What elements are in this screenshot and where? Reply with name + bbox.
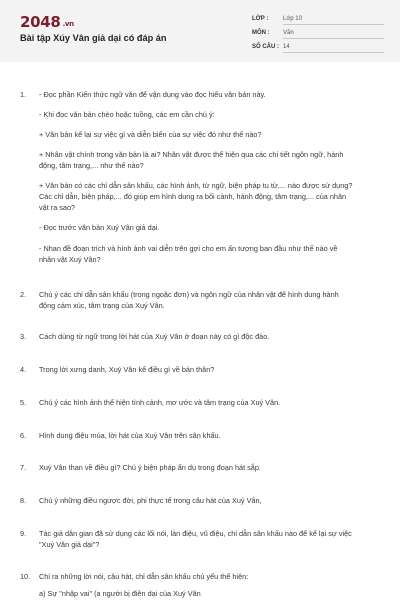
text-line: - Khi đọc văn bản chèo hoặc tuồng, các em cần chú ý:	[39, 110, 215, 119]
question-subitem: a) Sự "nhập vai" (a người bị điên dại của Xuý Vân	[39, 589, 201, 598]
text-line: Cách dùng từ ngữ trong lời hát của Xuý Vân ở đoạn này có gì độc đáo.	[39, 332, 270, 341]
question-paragraph	[39, 130, 262, 141]
question-paragraph	[39, 90, 266, 101]
question-body	[39, 529, 385, 551]
text-line: - Đọc phần Kiến thức ngữ văn để vận dụng vào đọc hiểu văn bản này.	[39, 90, 266, 99]
text-line: Tác giả dân gian đã sử dụng các lối nói, làn điệu, vũ điệu, chỉ dẫn sân khấu nào để kể lại sự việc	[39, 529, 352, 538]
question-body	[39, 496, 385, 507]
text-line: + Văn bản kể lại sự việc gì và diễn biến của sự việc đó như thế nào?	[39, 130, 262, 139]
logo-suffix: .vn	[62, 20, 74, 28]
meta-row-count	[252, 41, 384, 53]
page-header	[0, 0, 400, 62]
question-body	[39, 290, 385, 312]
text-line: Hình dung điệu múa, lời hát của Xuý Vân trên sân khấu.	[39, 431, 221, 440]
question-number: 8.	[20, 496, 27, 505]
site-logo[interactable]	[20, 13, 74, 31]
text-line: Xuý Vân than về điều gì? Chú ý biện pháp ẩn dụ trong đoạn hát sắp.	[39, 463, 261, 472]
meta-row-subject	[252, 27, 384, 39]
document-title: Bài tập Xúy Vân giả dại có đáp án	[20, 33, 167, 43]
question-body	[39, 332, 385, 343]
text-line: Chú ý những điều ngược đời, phi thực tế trong câu hát của Xuý Vân,	[39, 496, 262, 505]
text-line: Chú ý các hình ảnh thể hiện tình cảnh, mơ ước và tâm trạng của Xuý Vân.	[39, 398, 281, 407]
question-number: 3.	[20, 332, 27, 341]
question-body	[39, 463, 385, 474]
text-line: "Xuý Vân giả dại"?	[39, 539, 100, 549]
text-line: động cảm xúc, tâm trạng của Xuý Vân.	[39, 300, 165, 310]
question-number: 2.	[20, 290, 27, 299]
question-number: 4.	[20, 365, 27, 374]
text-line: - Nhan đề đoạn trích và hình ảnh vai diễn trên gợi cho em ấn tượng ban đầu như thế nào về	[39, 244, 338, 253]
question-body	[39, 431, 385, 442]
text-line: Trong lời xưng danh, Xuý Vân kể điều gì về bản thân?	[39, 365, 215, 374]
question-body	[39, 398, 385, 409]
text-line: động, tâm trạng,... như thế nào?	[39, 160, 144, 170]
document-meta	[252, 13, 384, 55]
text-line: Chỉ ra những lời nói, câu hát, chỉ dẫn sân khấu chủ yếu thể hiện:	[39, 572, 249, 581]
meta-row-class	[252, 13, 384, 25]
question-number: 10.	[20, 572, 31, 581]
logo-text: 2048	[20, 13, 61, 31]
text-line: + Văn bản có các chỉ dẫn sân khấu, các hình ảnh, từ ngữ, biện pháp tu từ,... nào được sử dụng?	[39, 181, 353, 190]
question-paragraph	[39, 223, 159, 234]
question-paragraph	[39, 110, 215, 121]
text-line: Chú ý các chỉ dẫn sân khấu (trong ngoặc đơn) và ngôn ngữ của nhân vật để hình dung hành	[39, 290, 339, 299]
question-paragraph	[39, 244, 337, 266]
meta-value: Lớp 10	[283, 13, 384, 25]
question-number: 7.	[20, 463, 27, 472]
meta-key: MÔN :	[252, 30, 270, 36]
question-paragraph	[39, 150, 343, 172]
question-number: 6.	[20, 431, 27, 440]
question-body	[39, 572, 385, 583]
text-line: nhân vật Xuý Vân?	[39, 254, 101, 264]
question-number: 1.	[20, 90, 27, 99]
text-line: + Nhân vật chính trong văn bản là ai? Nhân vật được thể hiện qua các chi tiết ngôn ngữ, hành	[39, 150, 344, 159]
text-line: vật ra sao?	[39, 202, 76, 212]
meta-key: SỐ CÂU :	[252, 44, 279, 50]
meta-key: LỚP :	[252, 16, 269, 22]
question-number: 9.	[20, 529, 27, 538]
text-line: Các chỉ dẫn, biện pháp,... đó giúp em hình dung ra bối cảnh, hành động, tâm trạng,... của nhân	[39, 191, 347, 201]
question-body	[39, 365, 385, 376]
text-line: - Đọc trước văn bản Xuý Vân giả dại.	[39, 223, 160, 232]
question-number: 5.	[20, 398, 27, 407]
meta-value: 14	[283, 41, 384, 53]
question-paragraph	[39, 181, 352, 213]
meta-value: Văn	[283, 27, 384, 39]
